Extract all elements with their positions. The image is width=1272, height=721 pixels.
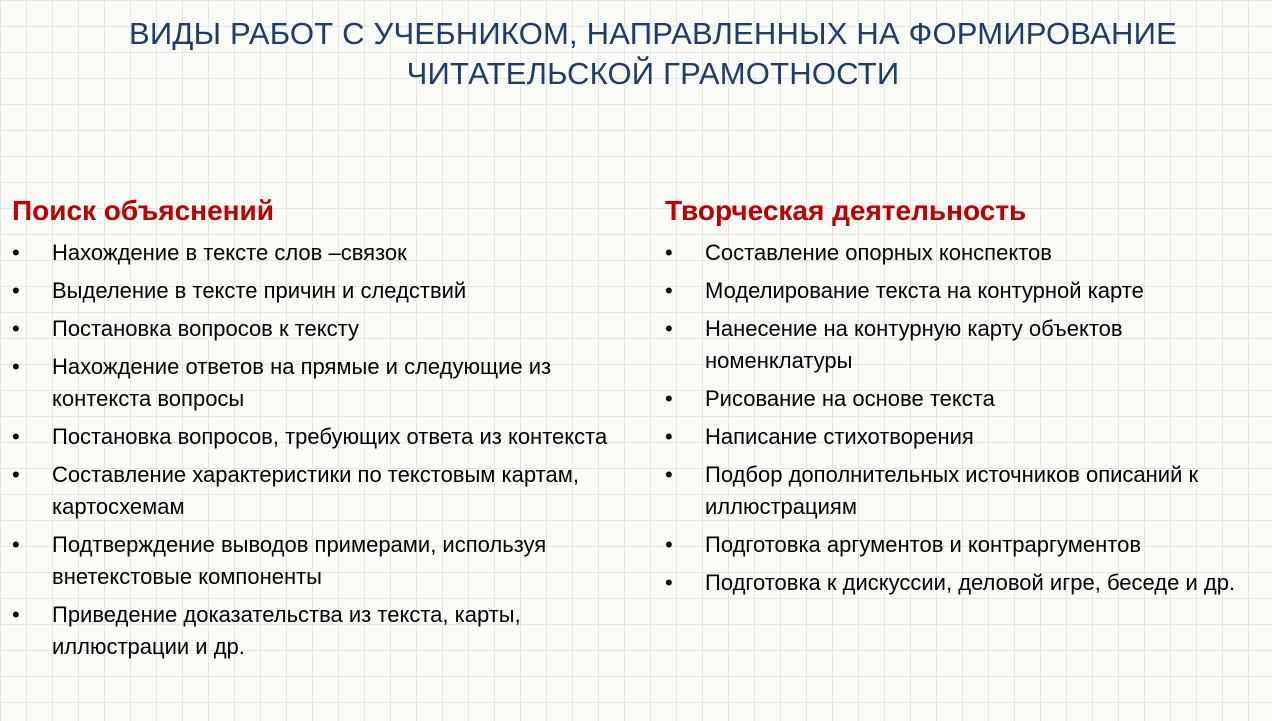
slide-title [0, 14, 1272, 94]
list-item-text: Подбор дополнительных источников описаний к иллюстрациям [705, 462, 1199, 519]
list-item-text: Подготовка к дискуссии, деловой игре, беседе и др. [705, 570, 1236, 595]
list-item-text: Постановка вопросов к тексту [52, 316, 359, 341]
bullet-icon: • [665, 570, 673, 595]
list-item [12, 599, 622, 663]
bullet-icon: • [12, 316, 20, 341]
list-item [665, 313, 1265, 377]
right-bullet-list [665, 237, 1265, 599]
list-item [12, 459, 622, 523]
bullet-icon: • [12, 278, 20, 303]
list-item-text: Моделирование текста на контурной карте [705, 278, 1144, 303]
list-item-text: Подтверждение выводов примерами, используя внетекстовые компоненты [52, 532, 547, 589]
list-item [665, 567, 1265, 599]
list-item [665, 529, 1265, 561]
bullet-icon: • [665, 386, 673, 411]
list-item-text: Составление опорных конспектов [705, 240, 1052, 265]
list-item-text: Выделение в тексте причин и следствий [52, 278, 467, 303]
list-item [12, 529, 622, 593]
list-item [12, 313, 622, 345]
bullet-icon: • [665, 462, 673, 487]
list-item [665, 421, 1265, 453]
left-column [12, 193, 622, 669]
left-column-heading: Поиск объяснений [12, 195, 274, 226]
list-item-text: Нанесение на контурную карту объектов номенклатуры [705, 316, 1123, 373]
list-item [12, 237, 622, 269]
list-item-text: Рисование на основе текста [705, 386, 995, 411]
list-item-text: Подготовка аргументов и контраргументов [705, 532, 1142, 557]
bullet-icon: • [12, 462, 20, 487]
bullet-icon: • [665, 278, 673, 303]
list-item-text: Постановка вопросов, требующих ответа из контекста [52, 424, 608, 449]
right-column [665, 193, 1265, 605]
slide-title-line-1: ВИДЫ РАБОТ С УЧЕБНИКОМ, НАПРАВЛЕННЫХ НА ФОРМИРОВАНИЕ [129, 16, 1177, 51]
list-item [12, 275, 622, 307]
left-bullet-list [12, 237, 622, 663]
list-item-text: Нахождение в тексте слов –связок [52, 240, 407, 265]
list-item-text: Составление характеристики по текстовым картам, картосхемам [52, 462, 579, 519]
bullet-icon: • [12, 240, 20, 265]
list-item-text: Приведение доказательства из текста, карты, иллюстрации и др. [52, 602, 521, 659]
bullet-icon: • [665, 532, 673, 557]
list-item [665, 459, 1265, 523]
bullet-icon: • [12, 424, 20, 449]
bullet-icon: • [665, 424, 673, 449]
list-item [12, 351, 622, 415]
bullet-icon: • [12, 532, 20, 557]
bullet-icon: • [665, 316, 673, 341]
list-item [665, 237, 1265, 269]
bullet-icon: • [12, 354, 20, 379]
list-item [12, 421, 622, 453]
right-column-heading: Творческая деятельность [665, 195, 1027, 226]
list-item-text: Нахождение ответов на прямые и следующие из контекста вопросы [52, 354, 552, 411]
bullet-icon: • [12, 602, 20, 627]
list-item [665, 383, 1265, 415]
list-item [665, 275, 1265, 307]
list-item-text: Написание стихотворения [705, 424, 974, 449]
slide-title-line-2: ЧИТАТЕЛЬСКОЙ ГРАМОТНОСТИ [406, 56, 900, 91]
bullet-icon: • [665, 240, 673, 265]
